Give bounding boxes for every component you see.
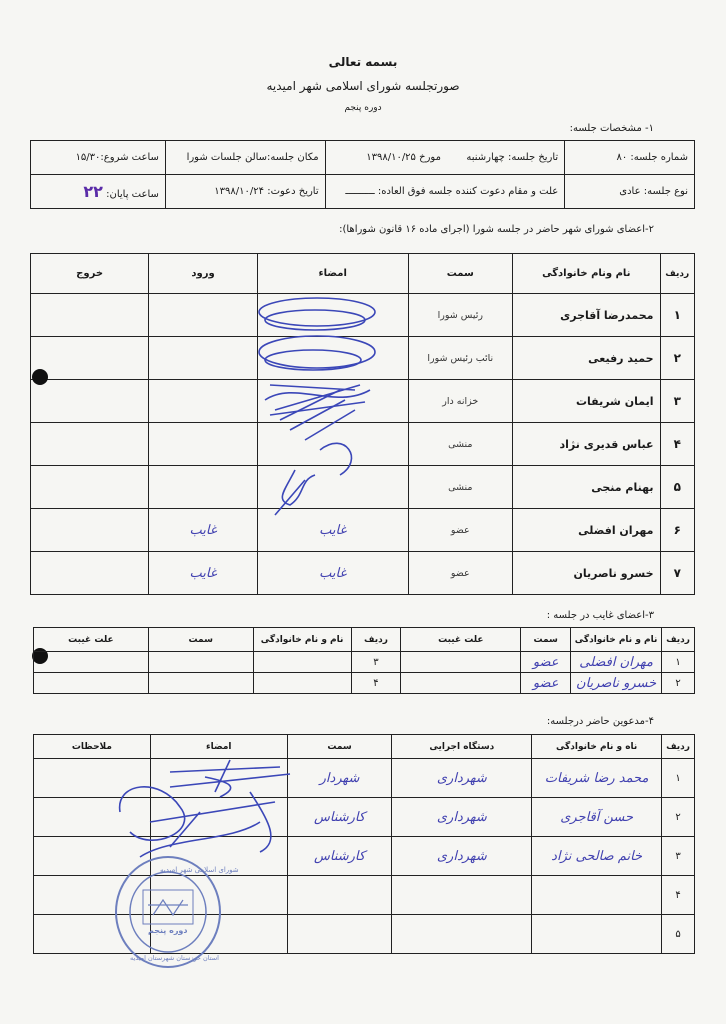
absentees-header-row-2: ردیف	[351, 628, 401, 652]
session-date	[325, 141, 565, 175]
members-header-name: نام ونام خانوادگی	[513, 254, 660, 294]
session-reason: علت و مقام دعوت کننده جلسه فوق العاده: ــــــــــ	[325, 175, 565, 209]
absentee-num-2: ۴	[351, 673, 401, 694]
member-role: خزانه دار	[408, 380, 513, 423]
absentee-role-2	[148, 673, 253, 694]
member-name: بهنام منجی	[513, 466, 660, 509]
guests-header-role: سمت	[287, 735, 392, 759]
session-date-label: تاریخ جلسه: چهارشنبه	[466, 152, 559, 163]
absentees-header-row: ردیف	[662, 628, 695, 652]
guest-agency: شهرداری	[392, 759, 532, 798]
section3-label: ۳-اعضای غایب در جلسه :	[546, 610, 654, 621]
guest-signatures-scribble	[110, 752, 310, 862]
session-end-time	[31, 175, 166, 209]
member-entry: غایب	[149, 552, 258, 595]
member-role: منشی	[408, 466, 513, 509]
guest-name	[532, 876, 662, 915]
guest-name	[532, 915, 662, 954]
guest-num: ۴	[662, 876, 695, 915]
absentees-header-name-2: نام و نام خانوادگی	[253, 628, 351, 652]
guest-agency: شهرداری	[392, 837, 532, 876]
absentee-name: مهران افضلی	[571, 652, 662, 673]
member-num: ۷	[660, 552, 695, 595]
absentee-reason	[401, 652, 521, 673]
absentee-num: ۲	[662, 673, 695, 694]
member-name: حمید رفیعی	[513, 337, 660, 380]
member-role: عضو	[408, 552, 513, 595]
member-signatures-scribble	[245, 290, 395, 530]
member-name: عباس قدیری نژاد	[513, 423, 660, 466]
guest-role: کارشناس	[287, 837, 392, 876]
absentee-role: عضو	[521, 652, 571, 673]
punch-hole	[32, 369, 48, 385]
member-exit	[31, 380, 149, 423]
guest-num: ۲	[662, 798, 695, 837]
table-row	[34, 673, 695, 694]
member-num: ۱	[660, 294, 695, 337]
section2-label: ۲-اعضای شورای شهر حاضر در جلسه شورا (اجرای ماده ۱۶ قانون شوراها):	[339, 224, 654, 235]
member-name: ایمان شریفات	[513, 380, 660, 423]
stamp-outer-text: شورای اسلامی شهر امیدیه	[160, 866, 239, 874]
absentees-table	[33, 627, 695, 694]
guest-role: شهردار	[287, 759, 392, 798]
guest-role: کارشناس	[287, 798, 392, 837]
header-besm: بسمه تعالی	[328, 55, 398, 69]
member-signature: غایب	[257, 509, 408, 552]
session-number: شماره جلسه: ۸۰	[565, 141, 695, 175]
member-entry	[149, 380, 258, 423]
guest-role	[287, 876, 392, 915]
member-entry: غایب	[149, 509, 258, 552]
absentees-header-reason: علت غیبت	[401, 628, 521, 652]
header-title: صورتجلسه شورای اسلامی شهر امیدیه	[266, 79, 460, 93]
stamp-inner-text: دوره پنجم	[148, 926, 188, 935]
guests-header-row: ردیف	[662, 735, 695, 759]
absentee-role-2	[148, 652, 253, 673]
member-role: عضو	[408, 509, 513, 552]
absentee-name: خسرو ناصریان	[571, 673, 662, 694]
guest-name: محمد رضا شریفات	[532, 759, 662, 798]
guests-header-agency: دستگاه اجرایی	[392, 735, 532, 759]
guest-num: ۱	[662, 759, 695, 798]
member-num: ۲	[660, 337, 695, 380]
absentee-name-2	[253, 673, 351, 694]
end-time-value: ۲۲	[83, 182, 103, 201]
member-role: منشی	[408, 423, 513, 466]
table-row	[31, 552, 695, 595]
invite-date: تاریخ دعوت: ۱۳۹۸/۱۰/۲۴	[165, 175, 325, 209]
absentees-header-role: سمت	[521, 628, 571, 652]
absentees-header-reason-2: علت غیبت	[34, 628, 149, 652]
header-term: دوره پنجم	[344, 103, 382, 113]
guests-header-signature: امضاء	[150, 735, 287, 759]
guest-name: خانم صالحی نژاد	[532, 837, 662, 876]
member-entry	[149, 294, 258, 337]
session-place: مکان جلسه:سالن جلسات شورا	[165, 141, 325, 175]
session-info-table	[30, 140, 695, 209]
guest-num: ۳	[662, 837, 695, 876]
absentee-name-2	[253, 652, 351, 673]
members-header-signature: امضاء	[257, 254, 408, 294]
guest-agency	[392, 876, 532, 915]
member-exit	[31, 552, 149, 595]
end-time-label: ساعت پایان:	[106, 189, 159, 200]
member-num: ۶	[660, 509, 695, 552]
member-entry	[149, 466, 258, 509]
guest-agency	[392, 915, 532, 954]
members-header-exit: خروج	[31, 254, 149, 294]
guest-role	[287, 915, 392, 954]
absentee-role: عضو	[521, 673, 571, 694]
absentee-reason-2	[34, 652, 149, 673]
absentees-header-name: نام و نام خانوادگی	[571, 628, 662, 652]
member-role: نائب رئیس شورا	[408, 337, 513, 380]
member-num: ۵	[660, 466, 695, 509]
session-date-value: مورخ ۱۳۹۸/۱۰/۲۵	[366, 152, 441, 163]
member-num: ۴	[660, 423, 695, 466]
guest-name: حسن آقاجری	[532, 798, 662, 837]
member-signature: غایب	[257, 552, 408, 595]
guests-header-notes: ملاحظات	[34, 735, 151, 759]
member-entry	[149, 423, 258, 466]
guest-agency: شهرداری	[392, 798, 532, 837]
absentee-reason	[401, 673, 521, 694]
member-entry	[149, 337, 258, 380]
absentees-header-role-2: سمت	[148, 628, 253, 652]
absentee-num: ۱	[662, 652, 695, 673]
session-type: نوع جلسه: عادی	[565, 175, 695, 209]
members-header-row: ردیف	[660, 254, 695, 294]
guest-num: ۵	[662, 915, 695, 954]
member-exit	[31, 337, 149, 380]
member-name: مهران افضلی	[513, 509, 660, 552]
member-name: محمدرضا آقاجری	[513, 294, 660, 337]
member-name: خسرو ناصریان	[513, 552, 660, 595]
members-header-role: سمت	[408, 254, 513, 294]
absentee-num-2: ۳	[351, 652, 401, 673]
section4-label: ۴-مدعوین حاضر درجلسه:	[546, 716, 654, 727]
session-start-time: ساعت شروع:۱۵/۳۰	[31, 141, 166, 175]
members-header-entry: ورود	[149, 254, 258, 294]
member-role: رئیس شورا	[408, 294, 513, 337]
section1-label: ۱- مشخصات جلسه:	[569, 123, 654, 134]
member-num: ۳	[660, 380, 695, 423]
member-exit	[31, 294, 149, 337]
member-exit	[31, 509, 149, 552]
stamp-bottom-text: استان خوزستان شهرستان امیدیه	[130, 954, 219, 962]
absentee-reason-2	[34, 673, 149, 694]
table-row	[34, 652, 695, 673]
guests-header-name: ناه و نام خانوادگی	[532, 735, 662, 759]
member-exit	[31, 423, 149, 466]
member-exit	[31, 466, 149, 509]
